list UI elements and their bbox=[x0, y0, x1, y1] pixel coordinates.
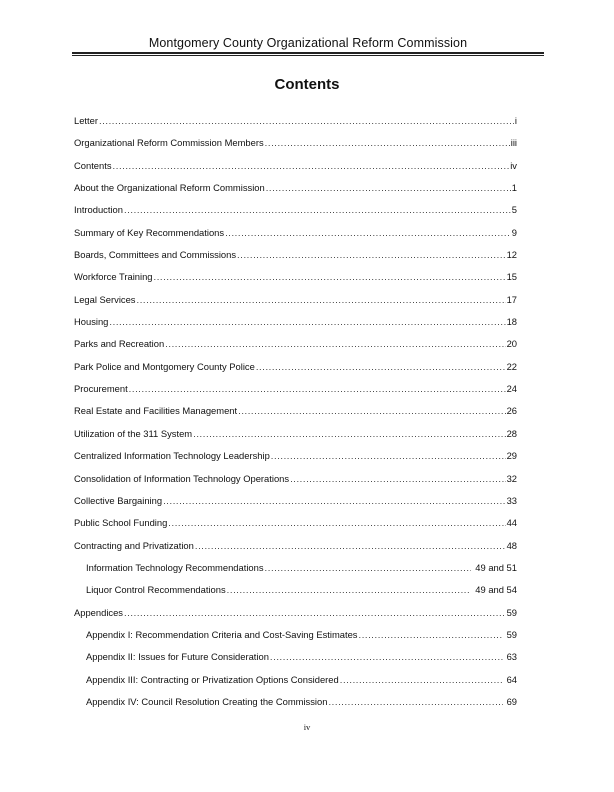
toc-entry-page: 64 bbox=[506, 673, 517, 685]
toc-entry-page: 26 bbox=[506, 405, 517, 417]
toc-entry-page: 18 bbox=[506, 316, 517, 328]
toc-dot-leader bbox=[271, 450, 506, 461]
toc-entry[interactable] bbox=[74, 137, 517, 159]
toc-entry-label: Park Police and Montgomery County Police bbox=[74, 360, 255, 372]
toc-entry-label: Contracting and Privatization bbox=[74, 539, 194, 551]
toc-entry-page: 5 bbox=[511, 204, 517, 216]
toc-dot-leader bbox=[165, 338, 505, 349]
toc-entry-label: Centralized Information Technology Leadership bbox=[74, 450, 270, 462]
toc-entry[interactable] bbox=[74, 584, 517, 606]
page-title: Contents bbox=[274, 76, 340, 93]
toc-entry[interactable] bbox=[74, 428, 517, 450]
toc-entry[interactable] bbox=[74, 517, 517, 539]
toc-entry[interactable] bbox=[74, 204, 517, 226]
toc-entry-label: Real Estate and Facilities Management bbox=[74, 405, 238, 417]
toc-entry-label: Appendix IV: Council Resolution Creating the Commission bbox=[86, 695, 328, 707]
toc-entry-label: Appendix III: Contracting or Privatization Options Considered bbox=[86, 673, 339, 685]
toc-entry-label: Collective Bargaining bbox=[74, 494, 163, 506]
toc-entry-label: Parks and Recreation bbox=[74, 338, 165, 350]
toc-entry[interactable] bbox=[74, 651, 517, 673]
toc-dot-leader bbox=[237, 249, 506, 260]
toc-entry[interactable] bbox=[74, 316, 517, 338]
toc-entry[interactable] bbox=[74, 473, 517, 495]
toc-entry[interactable] bbox=[74, 338, 517, 360]
toc-entry-label: Information Technology Recommendations bbox=[86, 561, 264, 573]
toc-entry[interactable] bbox=[74, 540, 517, 562]
toc-entry-page: iii bbox=[510, 137, 517, 149]
toc-dot-leader bbox=[154, 271, 506, 282]
toc-entry-label: Procurement bbox=[74, 383, 128, 395]
toc-entry[interactable] bbox=[74, 607, 517, 629]
toc-dot-leader bbox=[358, 629, 502, 640]
toc-entry[interactable] bbox=[74, 696, 517, 718]
toc-entry-page: 28 bbox=[506, 427, 517, 439]
toc-entry-label: Introduction bbox=[74, 204, 123, 216]
toc-entry-label: Liquor Control Recommendations bbox=[86, 584, 226, 596]
toc-dot-leader bbox=[266, 182, 511, 193]
toc-entry-page: 24 bbox=[506, 383, 517, 395]
toc-dot-leader bbox=[328, 696, 502, 707]
footer-page-number: iv bbox=[303, 722, 311, 732]
toc-entry-page: 59 bbox=[506, 628, 517, 640]
toc-entry-page: 59 bbox=[506, 606, 517, 618]
toc-entry-page: i bbox=[514, 115, 517, 126]
toc-entry-label: Housing bbox=[74, 316, 109, 328]
toc-entry-label: Organizational Reform Commission Members bbox=[74, 137, 264, 149]
toc-dot-leader bbox=[225, 227, 511, 238]
toc-dot-leader bbox=[227, 584, 472, 595]
toc-entry-label: Public School Funding bbox=[74, 517, 168, 529]
toc-dot-leader bbox=[113, 160, 510, 171]
toc-entry[interactable] bbox=[74, 562, 517, 584]
toc-entry-label: About the Organizational Reform Commission bbox=[74, 182, 265, 194]
toc-entry-label: Summary of Key Recommendations bbox=[74, 226, 225, 238]
toc-dot-leader bbox=[129, 383, 506, 394]
toc-dot-leader bbox=[340, 674, 503, 685]
toc-entry-page: 63 bbox=[506, 651, 517, 663]
toc-dot-leader bbox=[124, 607, 506, 618]
toc-dot-leader bbox=[290, 473, 506, 484]
toc-entry-page: 44 bbox=[506, 517, 517, 529]
toc-dot-leader bbox=[238, 405, 505, 416]
toc-entry-label: Appendix I: Recommendation Criteria and Cost-Saving Estimates bbox=[86, 628, 358, 640]
toc-entry-page: 33 bbox=[506, 494, 517, 506]
toc-entry-page: 48 bbox=[506, 539, 517, 551]
toc-entry[interactable] bbox=[74, 249, 517, 271]
toc-entry-label: Contents bbox=[74, 159, 112, 171]
toc-dot-leader bbox=[137, 294, 506, 305]
toc-entry[interactable] bbox=[74, 115, 517, 137]
toc-entry-page: 1 bbox=[511, 182, 517, 194]
toc-dot-leader bbox=[99, 115, 514, 126]
toc-entry-label: Workforce Training bbox=[74, 271, 153, 283]
toc-entry-page: 32 bbox=[506, 472, 517, 484]
toc-entry-label: Appendix II: Issues for Future Consideration bbox=[86, 651, 269, 663]
toc-entry[interactable] bbox=[74, 450, 517, 472]
toc-dot-leader bbox=[109, 316, 505, 327]
toc-entry[interactable] bbox=[74, 294, 517, 316]
toc-entry-page: 22 bbox=[506, 360, 517, 372]
toc-entry[interactable] bbox=[74, 271, 517, 293]
toc-entry-page: 29 bbox=[506, 450, 517, 462]
toc-entry-page: 9 bbox=[511, 226, 517, 238]
toc-entry[interactable] bbox=[74, 361, 517, 383]
toc-dot-leader bbox=[256, 361, 506, 372]
toc-dot-leader bbox=[265, 562, 472, 573]
toc-dot-leader bbox=[163, 495, 505, 506]
header-rule bbox=[72, 52, 544, 54]
toc-entry-page: 49 and 54 bbox=[475, 584, 517, 596]
toc-dot-leader bbox=[124, 204, 511, 215]
toc-dot-leader bbox=[270, 651, 503, 662]
toc-entry-label: Appendices bbox=[74, 606, 123, 618]
toc-entry[interactable] bbox=[74, 674, 517, 696]
toc-entry-label: Boards, Committees and Commissions bbox=[74, 249, 237, 261]
header-title: Montgomery County Organizational Reform Commission bbox=[148, 36, 468, 50]
toc-entry[interactable] bbox=[74, 629, 517, 651]
toc-entry-page: 20 bbox=[506, 338, 517, 350]
toc-entry[interactable] bbox=[74, 495, 517, 517]
header-rule-thin bbox=[72, 55, 544, 56]
toc-entry-label: Utilization of the 311 System bbox=[74, 427, 193, 439]
toc-dot-leader bbox=[193, 428, 505, 439]
toc-entry-page: 17 bbox=[506, 293, 517, 305]
toc-entry-label: Legal Services bbox=[74, 293, 136, 305]
toc-dot-leader bbox=[168, 517, 505, 528]
toc-entry-page: 12 bbox=[506, 249, 517, 261]
toc-entry-page: iv bbox=[510, 159, 517, 171]
toc-entry-page: 69 bbox=[506, 695, 517, 707]
toc-dot-leader bbox=[265, 137, 510, 148]
toc-entry-label: Letter bbox=[74, 115, 98, 126]
toc-entry[interactable] bbox=[74, 182, 517, 204]
table-of-contents bbox=[74, 115, 517, 718]
toc-entry-page: 15 bbox=[506, 271, 517, 283]
running-header bbox=[72, 36, 544, 56]
toc-entry[interactable] bbox=[74, 405, 517, 427]
toc-entry-page: 49 and 51 bbox=[475, 561, 517, 573]
toc-entry[interactable] bbox=[74, 383, 517, 405]
toc-entry[interactable] bbox=[74, 227, 517, 249]
toc-dot-leader bbox=[195, 540, 506, 551]
toc-entry-label: Consolidation of Information Technology Operations bbox=[74, 472, 290, 484]
toc-entry[interactable] bbox=[74, 160, 517, 182]
